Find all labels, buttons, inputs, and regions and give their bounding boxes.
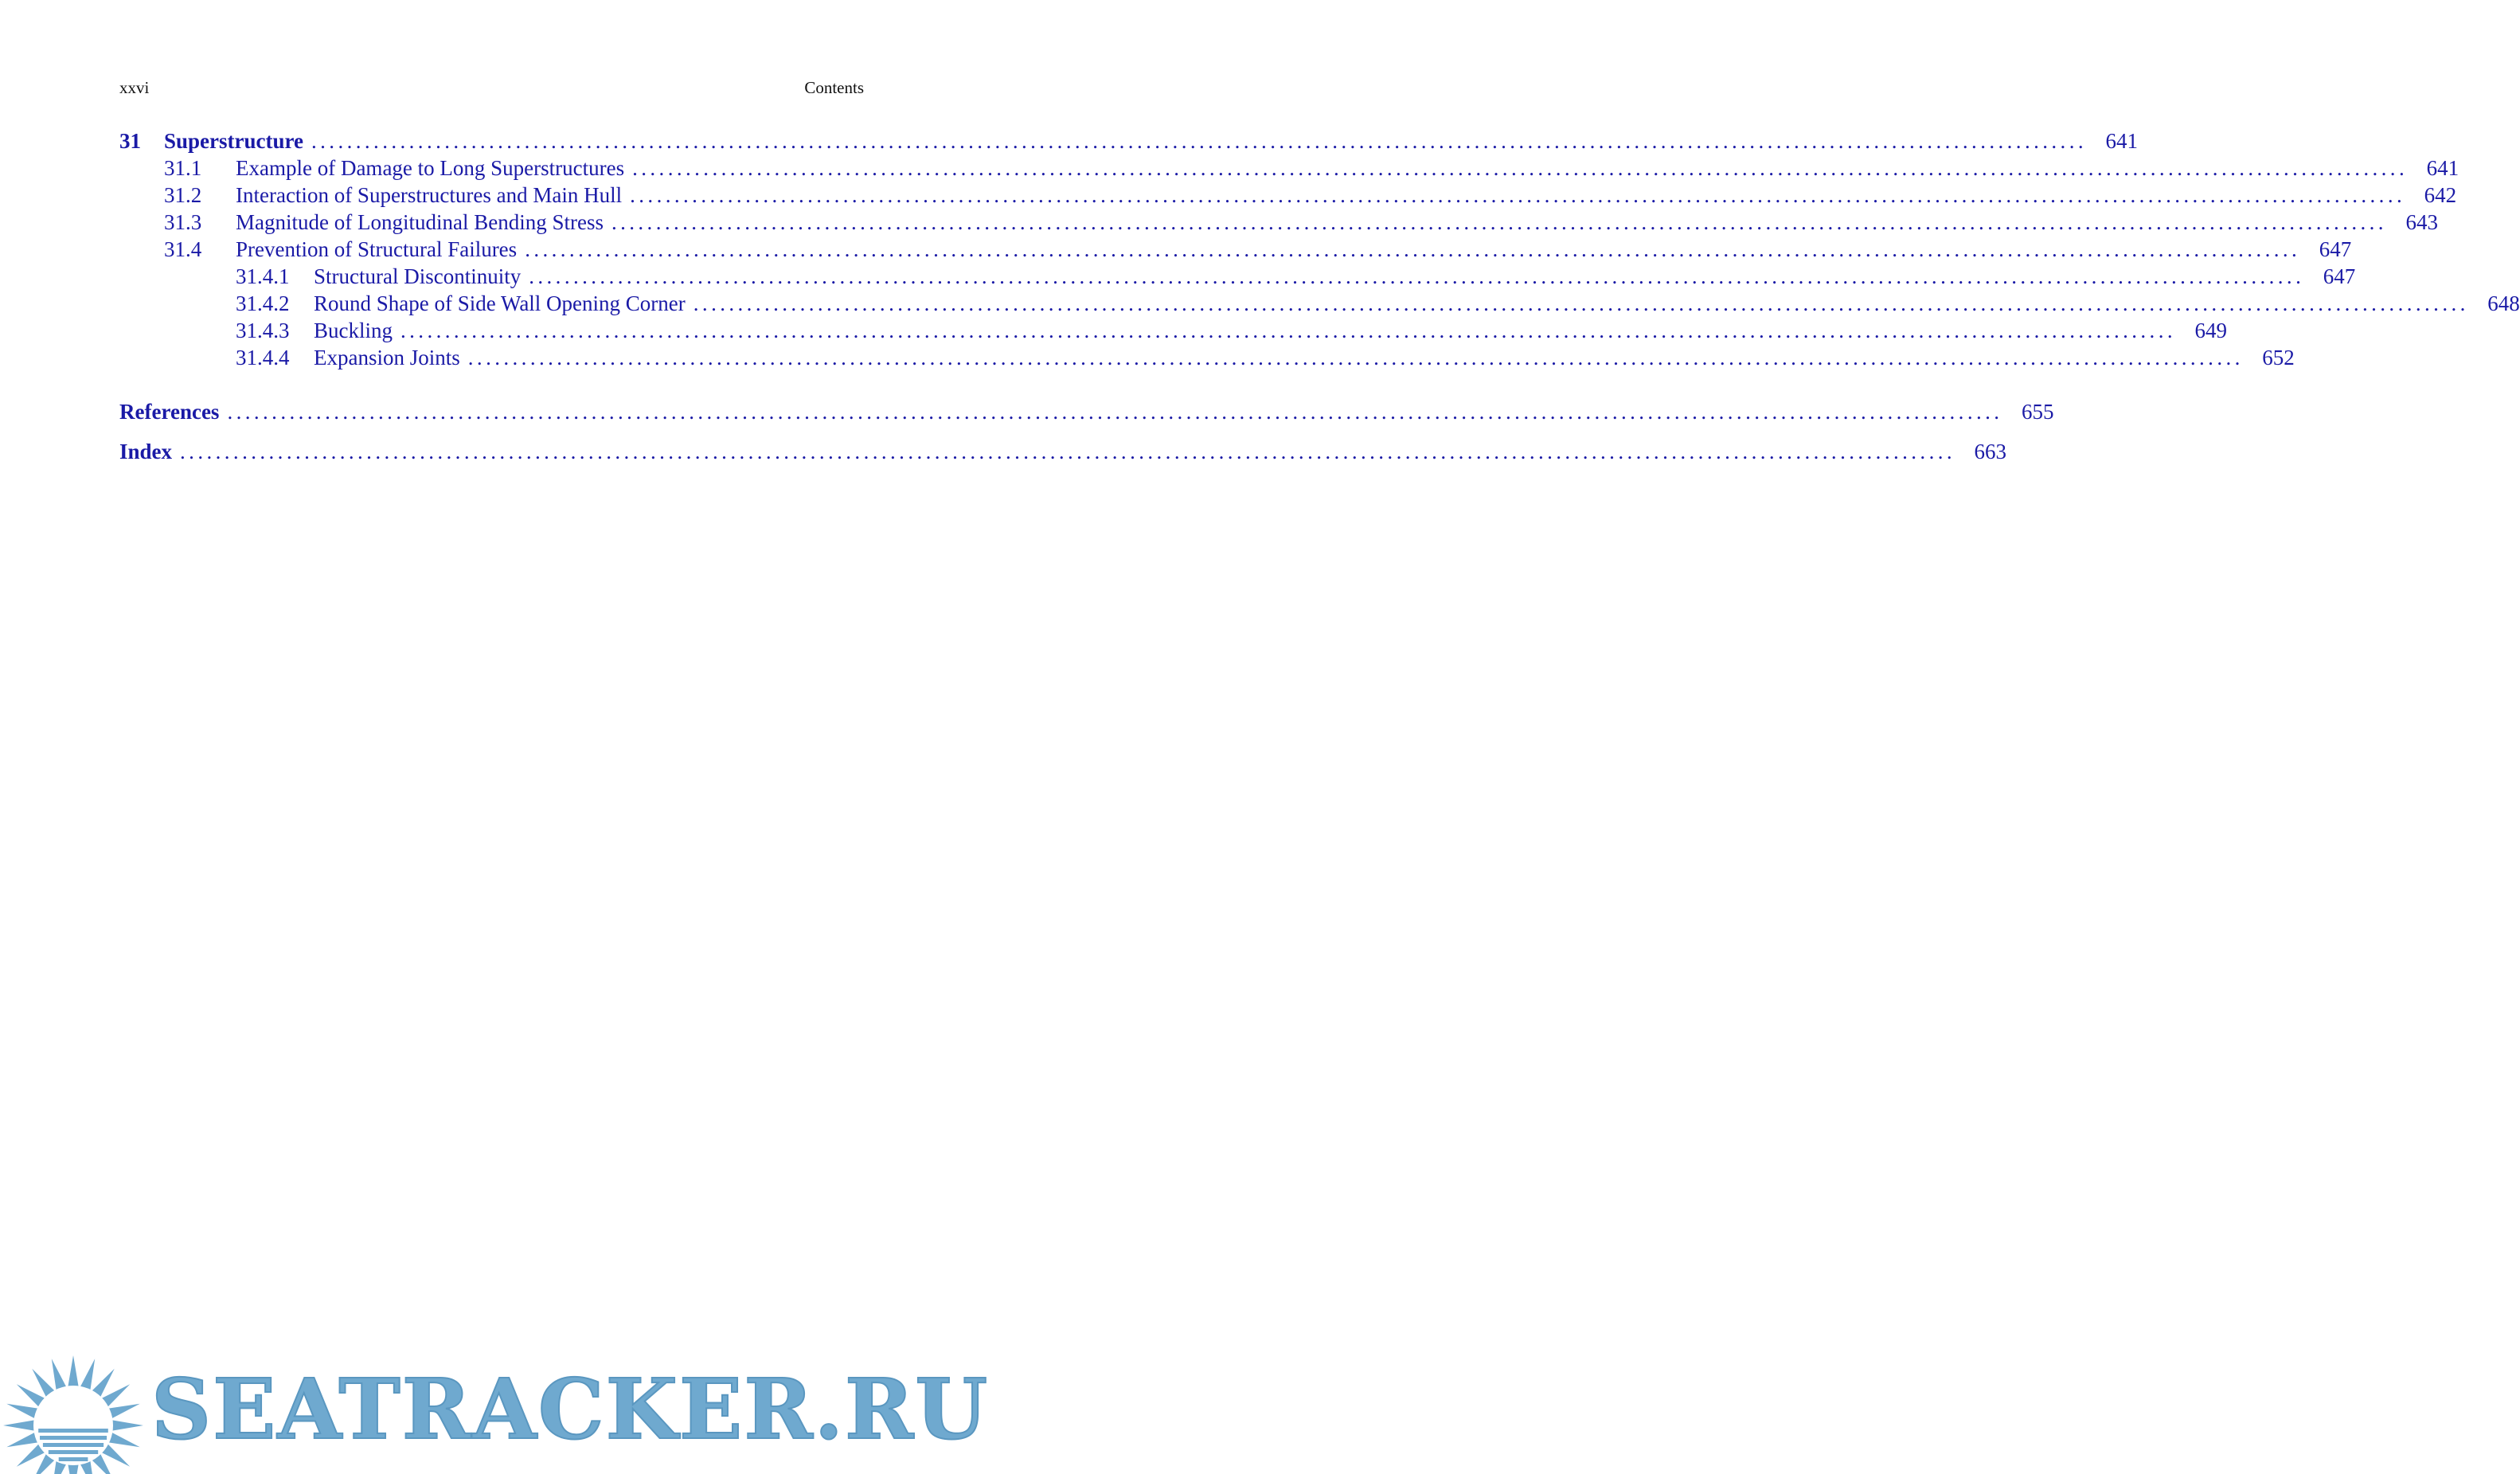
toc-number: 31.4.4 bbox=[236, 346, 290, 369]
toc-number: 31.3 bbox=[164, 210, 202, 234]
toc-entry-section[interactable] bbox=[119, 237, 2352, 264]
toc-page: 655 bbox=[2021, 400, 2054, 424]
dot-leader: ........................................................................................................................................................................................................ bbox=[693, 291, 2469, 315]
toc-page: 642 bbox=[2424, 183, 2457, 207]
toc-title: Structural Discontinuity bbox=[314, 264, 522, 288]
toc-number: 31.4.2 bbox=[236, 291, 290, 315]
dot-leader: ........................................................................................................................................................................................................ bbox=[227, 400, 2003, 424]
toc-entry-section[interactable] bbox=[119, 183, 2457, 210]
toc-entry-subsection[interactable] bbox=[119, 291, 2520, 319]
toc-title: References bbox=[119, 400, 220, 424]
toc-page: 647 bbox=[2319, 237, 2352, 261]
toc-number: 31 bbox=[119, 129, 141, 153]
toc-number: 31.1 bbox=[164, 156, 202, 180]
dot-leader: ........................................................................................................................................................................................................ bbox=[525, 237, 2301, 261]
toc-entry-section[interactable] bbox=[119, 210, 2438, 237]
toc-title: Interaction of Superstructures and Main Hull bbox=[236, 183, 623, 207]
toc-entry-subsection[interactable] bbox=[119, 319, 2227, 346]
toc-page: 648 bbox=[2487, 291, 2520, 315]
dot-leader: ........................................................................................................................................................................................................ bbox=[467, 346, 2244, 369]
toc-entry-subsection[interactable] bbox=[119, 264, 2356, 291]
dot-leader: ........................................................................................................................................................................................................ bbox=[632, 156, 2409, 180]
toc-page: 647 bbox=[2323, 264, 2356, 288]
dot-leader: ........................................................................................................................................................................................................ bbox=[180, 440, 1956, 463]
toc-title: Magnitude of Longitudinal Bending Stress bbox=[236, 210, 604, 234]
dot-leader: ........................................................................................................................................................................................................ bbox=[611, 210, 2387, 234]
dot-leader: ........................................................................................................................................................................................................ bbox=[630, 183, 2406, 207]
dot-leader: ........................................................................................................................................................................................................ bbox=[529, 264, 2305, 288]
toc-entry-chapter[interactable] bbox=[119, 129, 2138, 156]
toc-entry-subsection[interactable] bbox=[119, 346, 2295, 373]
toc-number: 31.4.1 bbox=[236, 264, 290, 288]
running-header bbox=[119, 78, 864, 98]
page-number-roman: xxvi bbox=[119, 78, 150, 97]
toc-title: Expansion Joints bbox=[314, 346, 460, 369]
toc-entry-section[interactable] bbox=[119, 156, 2459, 183]
toc-number: 31.4.3 bbox=[236, 319, 290, 342]
toc-title: Example of Damage to Long Superstructures bbox=[236, 156, 625, 180]
running-title: Contents bbox=[804, 78, 864, 97]
toc-number: 31.4 bbox=[164, 237, 202, 261]
toc-page: 663 bbox=[1974, 440, 2007, 463]
toc-title: Buckling bbox=[314, 319, 393, 342]
toc-page: 649 bbox=[2194, 319, 2227, 342]
toc-title: Index bbox=[119, 440, 173, 463]
toc-title: Superstructure bbox=[164, 129, 303, 153]
dot-leader: ........................................................................................................................................................................................................ bbox=[400, 319, 2176, 342]
toc-title: Prevention of Structural Failures bbox=[236, 237, 518, 261]
toc-page: 652 bbox=[2262, 346, 2295, 369]
toc-title: Round Shape of Side Wall Opening Corner bbox=[314, 291, 686, 315]
toc-page: 641 bbox=[2105, 129, 2138, 153]
toc-entry-index[interactable] bbox=[119, 440, 2007, 467]
dot-leader: ........................................................................................................................................................................................................ bbox=[311, 129, 2087, 153]
watermark-text: SEATRACKER.RU bbox=[151, 1360, 990, 1458]
toc-number: 31.2 bbox=[164, 183, 202, 207]
toc-page: 643 bbox=[2405, 210, 2438, 234]
toc-entry-references[interactable] bbox=[119, 400, 2054, 427]
toc-page: 641 bbox=[2426, 156, 2459, 180]
sun-icon bbox=[0, 1346, 151, 1474]
